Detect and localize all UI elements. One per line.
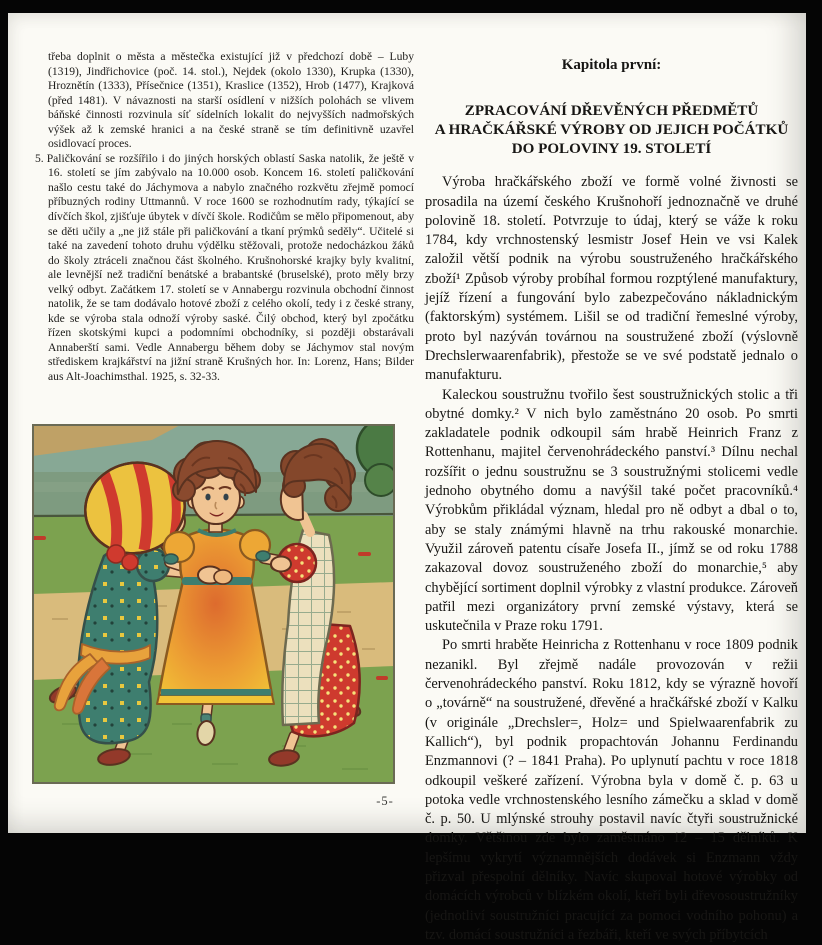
chapter-title-line-2: A HRAČKÁŘSKÉ VÝROBY OD JEJICH POČÁTKŮ: [434, 122, 789, 139]
chapter-title-line-3: DO POLOVINY 19. STOLETÍ: [511, 141, 712, 158]
paragraph: Výroba hračkářského zboží ve formě volné živnosti se prosadila na území českého Krušnohoří jednoznačně ve druhé polovině 18. století. Potvrzuje to údaj, který se váže k roku 1784, kdy vrchnostenský lesmistr Josef Hein ve vsi Kalek založil větší podnik na výrobu soustruženého hračkářského zboží¹ Způsob výroby probíhal formou rozptýlené manufaktury, jejíž řízení a fungování bylo zabezpečováno nákladnickým (faktorským) systémem. Lišil se od tradiční řemeslné výroby, proto byl nazýván továrnou na soustružené zboží (výslovně Drechslerwaarenfabrik), přestože se ve své podstatě jednalo o manufakturu.: [425, 174, 798, 384]
paragraph: Po smrti hraběte Heinricha z Rottenhanu v roce 1809 podnik nezanikl. Byl zřejmě nadále provozován v režii červenohrádeckého panství. Roku 1812, kdy se výrazně hovoří o „továrně“ na soustružené, dřevěné a hračkářské zboží v Kalku (v originále „Drechsler=, Holz= und Spielwaarenfabrik zu Kallich“), byl podnik propachtován Johannu Ferdinandu Enzmannovi (? – 1841 Praha). Po uplynutí pachtu v roce 1818 odkoupil veškeré zařízení. Výrobna byla v domě č. p. 63 u potoka vedle vrchnostenského lesního zámečku a sklad v domě č. p. 50. U mlýnské strouhy postavil navíc čtyři soustružnické domky. Většinou zde bylo zaměstnáno 12 – 15 dělníků. K lepšímu vykrytí významnějších dodávek si Enzmann vždy přizval přespolní dělníky. Navíc skupoval hotové výrobky od domácích výrobců v blízkém okolí, kteří byli dřevosoustružníky (jednotliví soustružníci pracující za pomoci vodního pohonu) a tzv. domácí soustružníci a řezbáři, kteří ve svých příbytcích: [425, 637, 798, 943]
illustration-svg: [32, 424, 395, 784]
chapter-title: [425, 102, 798, 159]
footnote-4-continuation: [48, 50, 414, 152]
footnote-5-number: 5.: [35, 151, 44, 165]
paragraph: Kaleckou soustružnu tvořilo šest soustružnických stolic a tři obytné domky.² V nich bylo zaměstnáno 20 osob. Po smrti zakladatele podnik odkoupil sám hrabě Heinrich Franz z Rottenhanu, majitel červenohrádeckého panství.³ Dílnu nechal rozšířit o jednu soustružnu se 3 soustružnými stolicemi vedle jednoho obytného domu a navýšil také počet pracovníků.⁴ Výrobkům přikládal význam, hledal pro ně odbyt a dbal o to, aby se staly známými hlavně na trhu rakouské monarchie. Využil zároveň patentu císaře Josefa II., jímž se od roku 1788 zakazoval dovoz soustruženého zboží do monarchie,⁵ aby chybějící sortiment doplnil výrobky z vlastní produkce. Zároveň patřil mezi organizátory první zemské výstavy, která se uskutečnila v Praze roku 1791.: [425, 386, 798, 635]
chapter-title-line-1: ZPRACOVÁNÍ DŘEVĚNÝCH PŘEDMĚTŮ: [464, 103, 759, 120]
book-page: [8, 13, 806, 943]
footnote-5: [35, 151, 414, 385]
chapter-label: Kapitola první:: [561, 57, 662, 73]
footnote-5-text: Paličkování se rozšířilo i do jiných horských oblastí Saska natolik, že ještě v 16. století se jím zabývalo na 10.000 osob. Koncem 16. století paličkování našlo cestu také do Jáchymova a nabylo značného rozkvětu zřejmě pomocí příbuzných rodiny Uttmannů. V roce 1600 se rozhodnutím rady, týkající se dívčích škol, zjišťuje úbytek v dívčí škole. Rodičům se mělo připomenout, aby se děti učily a „ne již stále při paličkování a tkaní prýmků seděly“. Učitelé si také na zavedení tohoto druhu výdělku stěžovali, protože nedocházkou žáků do školy ztráceli značnou část školného. Krušnohorské krajky byly kvalitní, ale levnější než tradiční benátské a brabantské (bruselské), proto měly brzy velký odbyt. Začátkem 17. století se v Annabergu rozvinula obchodní činnost natolik, že se tam dodávalo hotové zboží z celého okolí, tedy i z české strany, kde se výroba stala odnoží výroby saské. Čilý obchod, který byl zpočátku řízen skotskými kupci a podomními obchodníky, si později obstarávali Annaberští sami. Vedle Annabergu během doby se Jáchymov stal novým střediskem krajkářství na jižní straně Krušných hor. In: Lorenz, Hans; Bilder aus Alt-Joachimsthal. 1925, s. 32-33.: [46, 151, 414, 384]
page-number: -5-: [376, 794, 394, 808]
footnote-4-text: třeba doplnit o města a městečka existující již v předchozí době – Luby (1319), Jindřichovice (poč. 14. stol.), Nejdek (okolo 1330), Krupka (1330), Hroznětín (1333), Přísečnice (1351), Kraslice (1352), Hrob (1477), Krajková (před 1481). V návaznosti na starší osídlení v nižších polohách se vlivem báňské činnosti rozvinula síť sídelních lokalit do nejvyšších nadmořských výšek až k zemské hranici a na české straně se tím definitivně uzavřel osidlovací proces.: [48, 50, 414, 151]
children-dancing-illustration: [32, 424, 395, 784]
right-column: [425, 50, 798, 945]
left-column-footnotes: [35, 50, 414, 385]
